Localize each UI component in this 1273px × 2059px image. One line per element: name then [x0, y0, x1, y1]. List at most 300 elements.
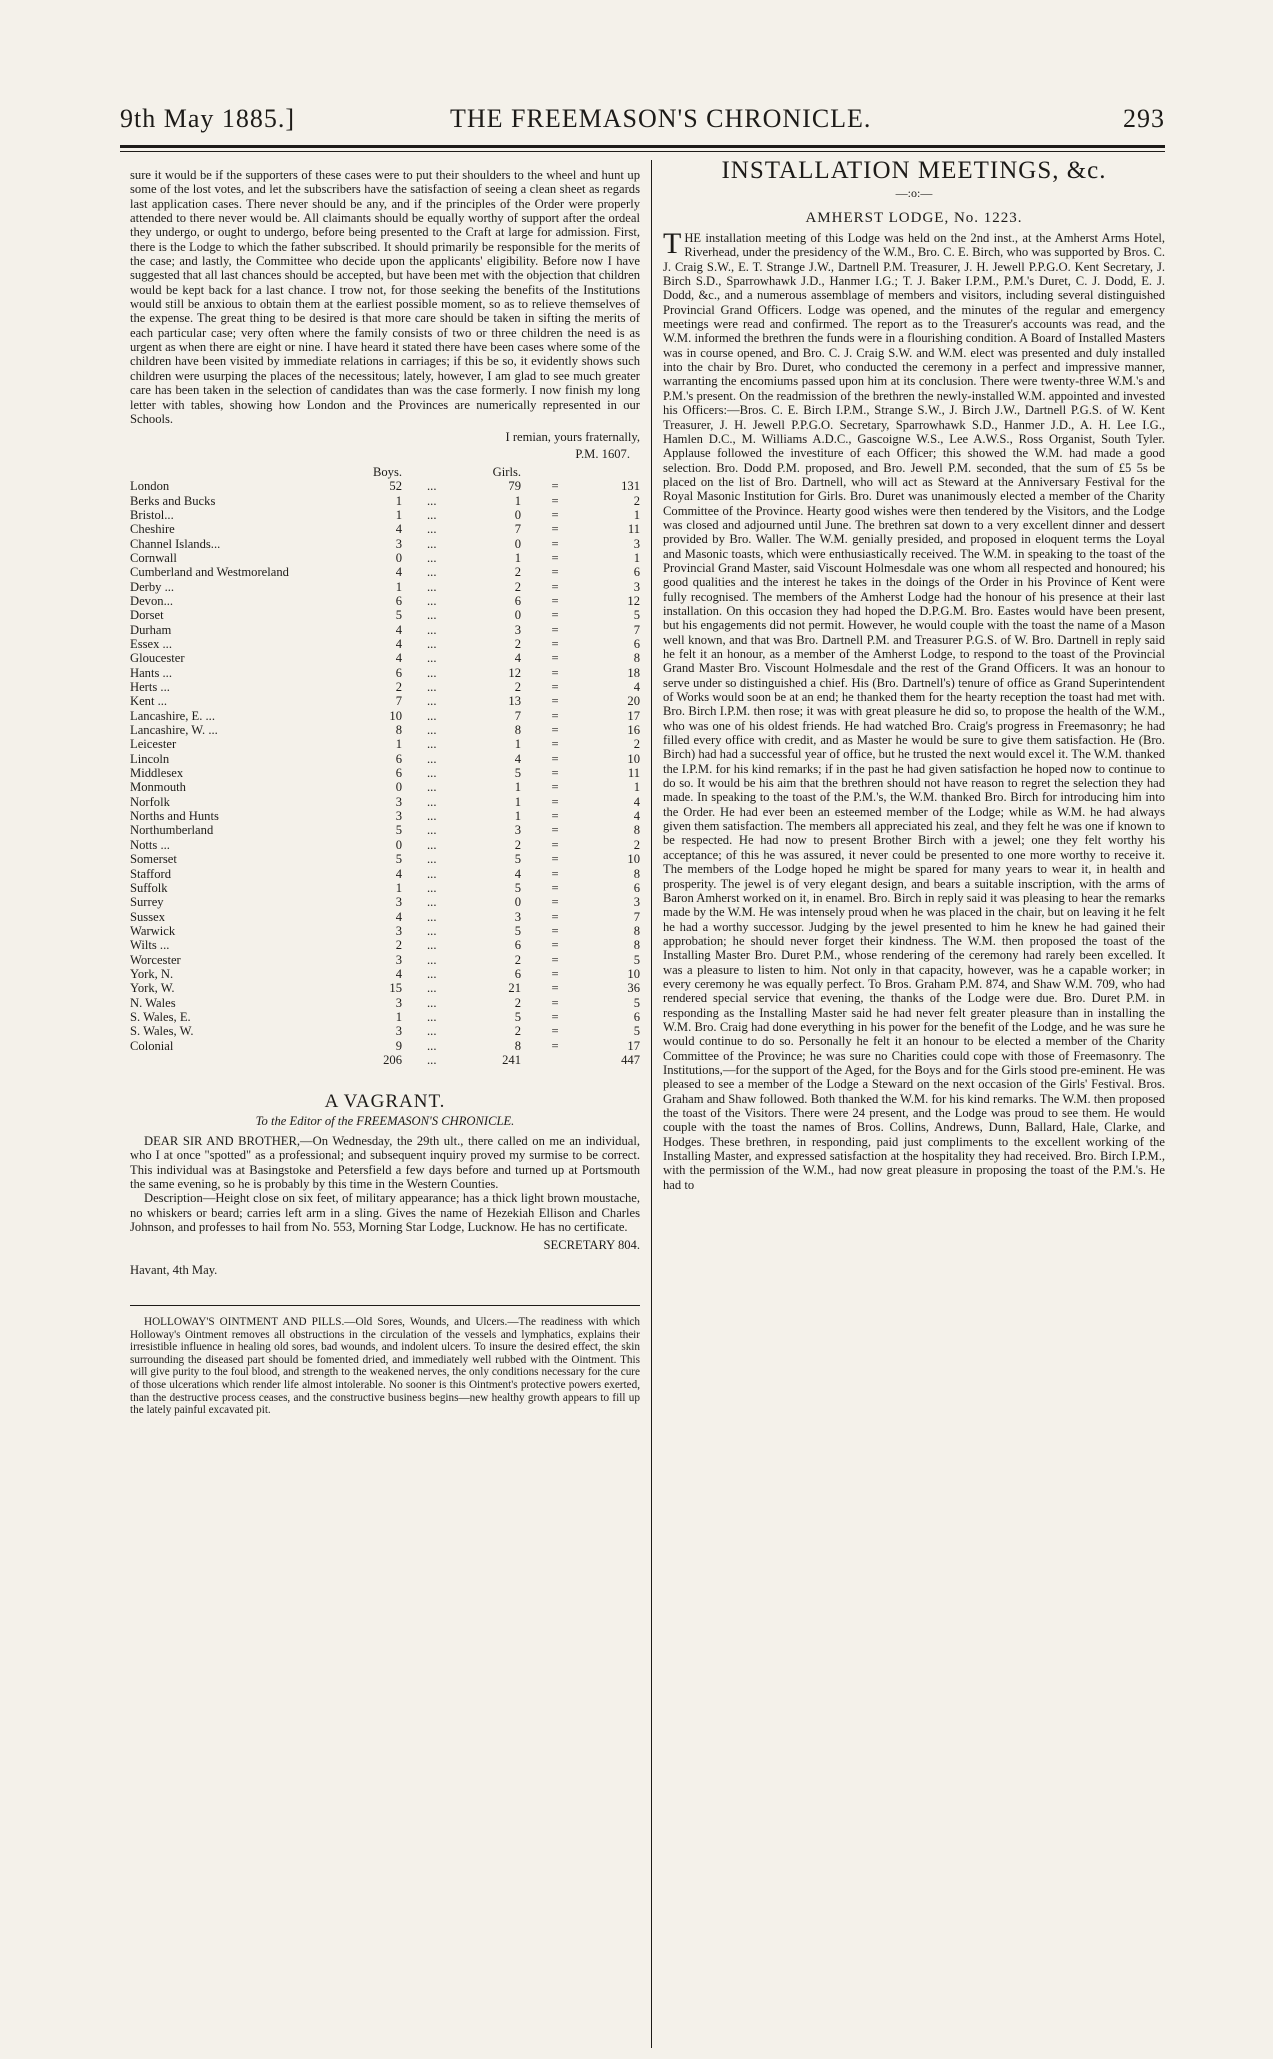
total-girls: 241: [502, 1052, 521, 1067]
row-total: 16: [627, 723, 640, 738]
table-row: [130, 881, 640, 895]
equals-sign: =: [551, 579, 559, 594]
row-total: 3: [633, 895, 640, 910]
girls-count: 2: [514, 637, 521, 651]
row-total: 4: [633, 809, 640, 824]
boys-count: 8: [395, 723, 402, 738]
table-row: [130, 494, 640, 508]
row-total: 131: [621, 479, 640, 494]
county-name: Herts ...: [130, 680, 170, 695]
county-name: Sussex: [130, 909, 165, 924]
separator-dots: ...: [427, 909, 437, 924]
table-row: [130, 537, 640, 551]
drop-cap: T: [663, 227, 682, 261]
girls-count: 8: [514, 723, 521, 738]
girls-count: 2: [514, 579, 521, 594]
county-name: Devon...: [130, 593, 174, 608]
county-name: Leicester: [130, 737, 177, 752]
boys-count: 1: [395, 507, 402, 522]
girls-count: 1: [514, 794, 521, 809]
boys-count: 3: [395, 1024, 402, 1039]
county-name: Northumberland: [130, 823, 214, 838]
page-number: 293: [1123, 104, 1165, 133]
table-row: [130, 967, 640, 981]
boys-count: 9: [395, 1038, 402, 1053]
equals-sign: =: [551, 1024, 559, 1039]
table-row: [130, 823, 640, 837]
equals-sign: =: [551, 766, 559, 781]
masthead: [120, 104, 1165, 144]
table-row: [130, 780, 640, 794]
equals-sign: =: [551, 651, 559, 666]
table-row: [130, 508, 640, 522]
girls-count: 1: [514, 493, 521, 508]
separator-dots: ...: [427, 952, 437, 967]
row-total: 5: [633, 995, 640, 1010]
row-total: 2: [633, 493, 640, 508]
boys-count: 2: [395, 680, 402, 695]
row-total: 11: [627, 766, 640, 781]
row-total: 8: [633, 923, 640, 938]
girls-count: 8: [514, 1038, 521, 1053]
right-column: [663, 157, 1165, 1192]
equals-sign: =: [551, 751, 559, 766]
separator-dots: ...: [427, 837, 437, 852]
vagrant-signature: SECRETARY 804.: [543, 1238, 640, 1253]
county-name: Cornwall: [130, 550, 177, 565]
girls-count: 6: [514, 966, 521, 981]
county-name: Lincoln: [130, 751, 170, 766]
girls-count: 1: [514, 737, 521, 752]
row-total: 10: [627, 751, 640, 766]
row-total: 5: [633, 608, 640, 623]
row-total: 8: [633, 866, 640, 881]
county-name: Somerset: [130, 852, 177, 867]
boys-count: 4: [395, 651, 402, 666]
row-total: 3: [633, 579, 640, 594]
separator-dots: ...: [427, 880, 437, 895]
row-total: 8: [633, 651, 640, 666]
equals-sign: =: [551, 507, 559, 522]
county-name: S. Wales, E.: [130, 1009, 191, 1024]
table-row: [130, 852, 640, 866]
installation-report: [663, 227, 1165, 1192]
county-name: Middlesex: [130, 766, 184, 781]
county-name: Gloucester: [130, 651, 185, 666]
table-row: [130, 623, 640, 637]
boys-count: 4: [395, 622, 402, 637]
separator-dots: ...: [427, 895, 437, 910]
table-row: [130, 795, 640, 809]
separator-dots: ...: [427, 966, 437, 981]
separator-dots: ...: [427, 608, 437, 623]
table-row: [130, 709, 640, 723]
equals-sign: =: [551, 622, 559, 637]
boys-count: 1: [395, 1009, 402, 1024]
separator-dots: ...: [427, 593, 437, 608]
separator-dots: ...: [427, 923, 437, 938]
vagrant-heading: A VAGRANT.: [324, 1091, 446, 1113]
schools-table: [130, 465, 640, 1067]
county-name: Notts ...: [130, 837, 170, 852]
equals-sign: =: [551, 866, 559, 881]
girls-count: 2: [514, 837, 521, 852]
equals-sign: =: [551, 1009, 559, 1024]
table-row: [130, 1024, 640, 1038]
equals-sign: =: [551, 593, 559, 608]
equals-sign: =: [551, 522, 559, 537]
row-total: 7: [633, 622, 640, 637]
grand-total: 447: [621, 1052, 640, 1067]
separator-dots: ...: [427, 522, 437, 537]
table-row: [130, 723, 640, 737]
table-row: [130, 867, 640, 881]
separator-dots: ...: [427, 665, 437, 680]
girls-count: 0: [514, 895, 521, 910]
equals-sign: =: [551, 665, 559, 680]
girls-count: 12: [508, 665, 521, 680]
boys-count: 0: [395, 550, 402, 565]
letter-closing: I remian, yours fraternally,: [505, 430, 640, 445]
boys-count: 0: [395, 837, 402, 852]
table-row: [130, 737, 640, 751]
county-name: Cumberland and Westmoreland: [130, 565, 289, 580]
table-row: [130, 594, 640, 608]
separator-dots: ...: [427, 938, 437, 953]
girls-count: 3: [514, 909, 521, 924]
county-name: York, N.: [130, 966, 174, 981]
row-total: 6: [633, 637, 640, 651]
table-row: [130, 1039, 640, 1053]
row-total: 7: [633, 909, 640, 924]
county-name: Cheshire: [130, 522, 175, 537]
masthead-rule-thick: [120, 145, 1165, 148]
equals-sign: =: [551, 938, 559, 953]
boys-count: 4: [395, 866, 402, 881]
header-boys: Boys.: [372, 464, 402, 479]
row-total: 2: [633, 837, 640, 852]
boys-count: 6: [395, 751, 402, 766]
county-name: Worcester: [130, 952, 181, 967]
table-row: [130, 910, 640, 924]
county-name: Norfolk: [130, 794, 170, 809]
equals-sign: =: [551, 565, 559, 580]
girls-count: 2: [514, 565, 521, 580]
separator-dots: ...: [427, 694, 437, 709]
separator-dots: ...: [427, 680, 437, 695]
separator-dots: ...: [427, 1009, 437, 1024]
separator-dots: ...: [427, 507, 437, 522]
county-name: Berks and Bucks: [130, 493, 216, 508]
boys-count: 52: [389, 479, 402, 494]
left-column: [130, 168, 640, 1417]
boys-count: 3: [395, 895, 402, 910]
county-name: Lancashire, W. ...: [130, 723, 218, 738]
girls-count: 13: [508, 694, 521, 709]
girls-count: 5: [514, 766, 521, 781]
row-total: 1: [633, 780, 640, 795]
boys-count: 3: [395, 809, 402, 824]
table-row: [130, 522, 640, 536]
boys-count: 5: [395, 852, 402, 867]
equals-sign: =: [551, 809, 559, 824]
row-total: 3: [633, 536, 640, 551]
county-name: London: [130, 479, 170, 494]
equals-sign: =: [551, 493, 559, 508]
separator-dots: ...: [427, 479, 437, 494]
equals-sign: =: [551, 823, 559, 838]
table-row: [130, 580, 640, 594]
county-name: Essex ...: [130, 637, 172, 651]
row-total: 6: [633, 565, 640, 580]
boys-count: 15: [389, 981, 402, 996]
separator-dots: ...: [427, 995, 437, 1010]
separator-dots: ...: [427, 579, 437, 594]
newspaper-title: THE FREEMASON'S CHRONICLE.: [450, 104, 872, 133]
separator-dots: ...: [427, 780, 437, 795]
girls-count: 79: [508, 479, 521, 494]
county-name: Stafford: [130, 866, 172, 881]
section-title: INSTALLATION MEETINGS, &c.: [721, 157, 1107, 184]
table-row: [130, 924, 640, 938]
equals-sign: =: [551, 1038, 559, 1053]
separator-dots: ...: [427, 852, 437, 867]
county-name: Warwick: [130, 923, 176, 938]
girls-count: 3: [514, 823, 521, 838]
row-total: 17: [627, 708, 640, 723]
table-row: [130, 565, 640, 579]
separator-dots: ...: [427, 751, 437, 766]
girls-count: 0: [514, 608, 521, 623]
table-row: [130, 637, 640, 651]
lodge-heading: AMHERST LODGE, No. 1223.: [805, 209, 1023, 226]
boys-count: 3: [395, 794, 402, 809]
table-row: [130, 996, 640, 1010]
county-name: Dorset: [130, 608, 164, 623]
girls-count: 0: [514, 536, 521, 551]
girls-count: 5: [514, 923, 521, 938]
row-total: 20: [627, 694, 640, 709]
row-total: 10: [627, 852, 640, 867]
boys-count: 3: [395, 995, 402, 1010]
separator-dots: ...: [427, 981, 437, 996]
county-name: Hants ...: [130, 665, 172, 680]
county-name: Durham: [130, 622, 172, 637]
boys-count: 6: [395, 593, 402, 608]
issue-date: 9th May 1885.]: [120, 104, 296, 133]
table-row: [130, 938, 640, 952]
row-total: 8: [633, 823, 640, 838]
equals-sign: =: [551, 550, 559, 565]
girls-count: 7: [514, 522, 521, 537]
county-name: S. Wales, W.: [130, 1024, 194, 1039]
girls-count: 1: [514, 550, 521, 565]
equals-sign: =: [551, 895, 559, 910]
equals-sign: =: [551, 952, 559, 967]
separator-dots: ...: [427, 866, 437, 881]
holloway-advert: [130, 1305, 640, 1417]
letter-continued: sure it would be if the supporters of these cases were to put their shoulders to the wheel and hunt up some of the lost votes, and let the subscribers have the satisfaction of seeing a clean sheet as regards last application cases. There never should be any, and if the principles of the Order were properly attended to there never would be. All claimants should be equally worthy of support after the ordeal they undergo, or ought to undergo, before being presented to the Craft at large for admission. First, there is the Lodge to which the father subscribed. It should primarily be responsible for the merits of the case; and lastly, the Committee who decide upon the applicants' eligibility. Before now I have suggested that all last chances should be accepted, but have been met with the objection that children would be kept back for a last chance. I trow not, for those seeking the benefits of the Institutions would still be anxious to obtain them at the earliest possible moment, so as to relieve themselves of the expense. The great thing to be desired is that more care should be taken in sifting the merits of each particular case; very often where the family consists of two or three children the need is as urgent as when there are eight or nine. I have heard it stated there have been cases where some of the children have been visited by immediate relations in carriages; if this be so, it evidently shows such children were usurping the places of the necessitous; lately, however, I am glad to see much greater care has been taken in the selection of candidates than was the case formerly. I now finish my long letter with tables, showing how London and the Provinces are numerically represented in our Schools.: [130, 168, 640, 426]
separator-dots: ...: [427, 493, 437, 508]
girls-count: 5: [514, 852, 521, 867]
row-total: 5: [633, 1024, 640, 1039]
equals-sign: =: [551, 694, 559, 709]
table-row: [130, 551, 640, 565]
boys-count: 10: [389, 708, 402, 723]
equals-sign: =: [551, 923, 559, 938]
equals-sign: =: [551, 479, 559, 494]
row-total: 4: [633, 794, 640, 809]
table-row: [130, 953, 640, 967]
total-boys: 206: [383, 1052, 402, 1067]
equals-sign: =: [551, 680, 559, 695]
letter-signature: P.M. 1607.: [575, 446, 630, 461]
table-row: [130, 766, 640, 780]
girls-count: 5: [514, 880, 521, 895]
boys-count: 0: [395, 780, 402, 795]
county-name: Wilts ...: [130, 938, 170, 953]
report-text: HE installation meeting of this Lodge was held on the 2nd inst., at the Amherst Arms Hotel, Riverhead, under the presidency of the W.M., Bro. C. E. Birch, who was supported by Bros. C. J. Craig S.W., E. T. Strange J.W., Dartnell P.M. Treasurer, J. H. Jewell P.P.G.O. Kent Secretary, J. Birch S.D., Sparrowhawk J.D., Hanmer I.G.; T. J. Baker I.P.M., P.M.'s Duret, C. J. Dodd, E. J. Dodd, &c., and a numerous assemblage of members and visitors, including several distinguished Provincial Grand Officers. Lodge was opened, and the minutes of the regular and emergency meetings were read and confirmed. The report as to the Treasurer's accounts was read, and the W.M. informed the brethren the funds were in a flourishing condition. A Board of Installed Masters was in course opened, and Bro. C. J. Craig S.W. and W.M. elect was presented and duly installed into the chair by Bro. Duret, who conducted the ceremony in a perfect and impressive manner, warranting the encomiums passed upon him at its conclusion. There were twenty-three W.M.'s and P.M.'s present. On the readmission of the brethren the newly-installed W.M. appointed and invested his Officers:—Bros. C. E. Birch I.P.M., Strange S.W., J. Birch J.W., Dartnell P.G.S. of W. Kent Treasurer, J. H. Jewell P.P.G.O. Secretary, Sparrowhawk S.D., Hanmer J.D., A. H. Lee I.G., Hamlen D.C., M. Williams A.D.C., Gascoigne W.S., Lee A.W.S., Ross Organist, South Tyler. Applause followed the investiture of each Officer; this showed the W.M. had made a good selection. Bro. Dodd P.M. proposed, and Bro. Jewell P.M. seconded, that the sum of £5 5s be placed on the list of Bro. Dartnell, who will act as Steward at the Anniversary Festival for the Royal Masonic Institution for Girls. Bro. Duret was unanimously elected a member of the Charity Committee of the Province. Hearty good wishes were then tendered by the Visitors, and the Lodge was closed and adjourned until June. The brethren sat down to a very excellent dinner and dessert provided by Bro. Waller. The W.M. genially presided, and proposed in eloquent terms the Loyal and Masonic toasts, which were enthusiastically received. The W.M. in speaking to the toast of the Provincial Grand Master, said Viscount Holmesdale was one whom all respected and honoured; his good qualities and the interest he takes in the doings of the Order in his Province of Kent were fully recognised. The members of the Amherst Lodge had the honour of his presence at their last installation. On this occasion they had hoped the D.P.G.M. Bro. Eastes would have been present, but his engagements did not permit. However, he would couple with the toast the name of a Mason well known, and that was Bro. Dartnell P.M. and Treasurer P.G.S. of W. Bro. Dartnell in reply said he felt it an honour, as a member of the Amherst Lodge, to respond to the toast of the Provincial Grand Master Bro. Viscount Holmesdale and the rest of the Grand Officers. It was an honour to serve under so distinguished a chief. His (Bro. Dartnell's) tenure of office as Grand Superintendent of Works would soon be at an end; he thanked them for the hearty reception the toast had met with. Bro. Birch I.P.M. then rose; it was with great pleasure he did so, to propose the health of the W.M., who was one of his oldest friends. He had watched Bro. Craig's progress in Freemasonry; he had filled every office with credit, and as Master he would be sure to give them satisfaction. He (Bro. Birch) had had a successful year of office, but he trusted the next would excel it. The W.M. thanked the I.P.M. for his kind remarks; if in the past he had given satisfaction he hoped now to continue to do so. It would be his aim that the brethren should not have reason to regret the selection they had made. In speaking to the toast of the P.M.'s, the W.M. thanked Bro. Birch for introducing him into the Order. He had ever been an esteemed member of the Lodge; while as W.M. he had always given them satisfaction. The members all appreciated his zeal, and they felt he was one if known to be respected. He had now to present Brother Birch with a jewel; one they felt worthy his acceptance; of this he was assured, it never could be presented to one more worthy to receive it. The members of the Lodge hoped he might be spared for many years to wear it, in health and prosperity. The jewel is of very elegant design, and bears a suitable inscription, with the arms of Baron Amherst worked on it, in enamel. Bro. Birch in reply said it was pleasing to hear the remarks made by the W.M. He was intensely proud when he was placed in the chair, but on leaving it he felt he had a worthy successor. Judging by the jewel presented to him he knew he had gained their approbation; he should never forget their kindness. The W.M. then proposed the toast of the Installing Master Bro. Duret P.M., whose rendering of the ceremony had rarely been excelled. It was a pleasure to listen to him. Not only in that capacity, however, was he a capable worker; in every ceremony he was equally perfect. To Bros. Graham P.M. 874, and Shaw W.M. 709, who had rendered special service that evening, the thanks of the Lodge were due. Bro. Duret P.M. in responding as the Installing Master said he had never felt greater pleasure than in installing the W.M. Bro. Craig had done everything in his power for the benefit of the Lodge, and he was sure he would continue to do so. Personally he felt it an honour to be elected a member of the Charity Committee of the Province; he was sure no Charities could cope with those of Freemasonry. The Institutions,—for the support of the Aged, for the Boys and for the Girls stood pre-eminent. He was pleased to see a member of the Lodge a Steward on the next occasion of the Girls' Festival. Bros. Graham and Shaw followed. Both thanked the W.M. for his kind remarks. The W.M. then proposed the toast of the Visitors. There were 24 present, and the Lodge was proud to see them. He would couple with the toast the names of Bros. Collins, Andrews, Dunn, Ballard, Hale, Clarke, and Hodges. These brethren, in responding, paid just compliments to the excellent working of the Installing Master, and expressed satisfaction at the hospitality they had received. Bro. Birch I.P.M., with the permission of the W.M., had now great pleasure in proposing the toast of the P.M.'s. He had to: [663, 231, 1165, 1192]
county-name: N. Wales: [130, 995, 176, 1010]
boys-count: 1: [395, 737, 402, 752]
separator-dots: ...: [427, 536, 437, 551]
girls-count: 2: [514, 680, 521, 695]
equals-sign: =: [551, 966, 559, 981]
table-row: [130, 895, 640, 909]
girls-count: 0: [514, 507, 521, 522]
row-total: 4: [633, 680, 640, 695]
equals-sign: =: [551, 909, 559, 924]
boys-count: 5: [395, 608, 402, 623]
table-row: [130, 666, 640, 680]
vagrant-paragraph-2: Description—Height close on six feet, of military appearance; has a thick light brown moustache, no whiskers or beard; carries left arm in a sling. Gives the name of Hezekiah Ellison and Charles Johnson, and professes to hail from No. 553, Morning Star Lodge, Lucknow. He has no certificate.: [130, 1191, 640, 1235]
table-row: [130, 752, 640, 766]
table-row: [130, 651, 640, 665]
girls-count: 4: [514, 866, 521, 881]
separator-dots: ...: [427, 1024, 437, 1039]
table-row: [130, 680, 640, 694]
equals-sign: =: [551, 794, 559, 809]
equals-sign: =: [551, 536, 559, 551]
girls-count: 3: [514, 622, 521, 637]
vagrant-place-date: Havant, 4th May.: [130, 1262, 218, 1277]
table-row: [130, 694, 640, 708]
equals-sign: =: [551, 837, 559, 852]
girls-count: 21: [508, 981, 521, 996]
equals-sign: =: [551, 995, 559, 1010]
separator-dots: ...: [427, 565, 437, 580]
separator-dots: ...: [427, 723, 437, 738]
advert-text: HOLLOWAY'S OINTMENT AND PILLS.—Old Sores, Wounds, and Ulcers.—The readiness with which Holloway's Ointment removes all obstructions in the circulation of the vessels and lymphatics, explains their irresistible influence in healing old sores, bad wounds, and indolent ulcers. To insure the desired effect, the skin surrounding the diseased part should be fomented dried, and immediately well rubbed with the Ointment. This will give purity to the foul blood, and strength to the weakened nerves, the only conditions necessary for the cure of those ulcerations which render life almost intolerable. No sooner is this Ointment's protective powers exerted, than the destructive process ceases, and the constructive business begins—new healthy growth appears to fill up the lately painful excavated pit.: [130, 1316, 640, 1417]
boys-count: 1: [395, 493, 402, 508]
table-header-row: [130, 465, 640, 479]
boys-count: 4: [395, 522, 402, 537]
boys-count: 7: [395, 694, 402, 709]
column-separator: [651, 160, 652, 2048]
header-girls: Girls.: [492, 464, 521, 479]
county-name: Monmouth: [130, 780, 186, 795]
separator-dots: ...: [427, 809, 437, 824]
row-total: 2: [633, 737, 640, 752]
row-total: 6: [633, 880, 640, 895]
county-name: Lancashire, E. ...: [130, 708, 215, 723]
row-total: 8: [633, 938, 640, 953]
equals-sign: =: [551, 780, 559, 795]
boys-count: 6: [395, 766, 402, 781]
table-row: [130, 981, 640, 995]
row-total: 1: [633, 507, 640, 522]
separator-dots: ...: [427, 737, 437, 752]
table-totals-row: 206 ... 241 447: [130, 1053, 640, 1067]
separator-dots: ...: [427, 794, 437, 809]
county-name: York, W.: [130, 981, 175, 996]
separator-dots: ...: [427, 766, 437, 781]
separator-dots: ...: [427, 708, 437, 723]
girls-count: 6: [514, 593, 521, 608]
vagrant-subheading: To the Editor of the FREEMASON'S CHRONICLE.: [255, 1113, 515, 1128]
county-name: Kent ...: [130, 694, 168, 709]
county-name: Colonial: [130, 1038, 174, 1053]
equals-sign: =: [551, 880, 559, 895]
girls-count: 2: [514, 1024, 521, 1039]
girls-count: 2: [514, 952, 521, 967]
equals-sign: =: [551, 723, 559, 738]
boys-count: 5: [395, 823, 402, 838]
separator-dots: ...: [427, 1038, 437, 1053]
row-total: 10: [627, 966, 640, 981]
girls-count: 6: [514, 938, 521, 953]
table-row: [130, 479, 640, 493]
county-name: Suffolk: [130, 880, 168, 895]
row-total: 36: [627, 981, 640, 996]
boys-count: 6: [395, 665, 402, 680]
county-name: Norths and Hunts: [130, 809, 219, 824]
boys-count: 4: [395, 637, 402, 651]
equals-sign: =: [551, 608, 559, 623]
equals-sign: =: [551, 708, 559, 723]
table-row: [130, 809, 640, 823]
row-total: 6: [633, 1009, 640, 1024]
masthead-rule-thin: [120, 151, 1165, 152]
separator-dots: ...: [427, 622, 437, 637]
table-row: [130, 838, 640, 852]
boys-count: 1: [395, 880, 402, 895]
separator-dots: ...: [427, 550, 437, 565]
equals-sign: =: [551, 852, 559, 867]
table-row: [130, 1010, 640, 1024]
county-name: Derby ...: [130, 579, 175, 594]
girls-count: 4: [514, 651, 521, 666]
equals-sign: =: [551, 981, 559, 996]
girls-count: 4: [514, 751, 521, 766]
separator-dots: ...: [427, 651, 437, 666]
county-name: Bristol...: [130, 507, 174, 522]
girls-count: 5: [514, 1009, 521, 1024]
boys-count: 4: [395, 565, 402, 580]
boys-count: 3: [395, 536, 402, 551]
separator-dots: ...: [427, 637, 437, 651]
row-total: 5: [633, 952, 640, 967]
vagrant-paragraph-1: DEAR SIR AND BROTHER,—On Wednesday, the 29th ult., there called on me an individual, who I at once "spotted" as a professional; and subsequent inquiry proved my surmise to be correct. This individual was at Basingstoke and Petersfield a few days before and turned up at Portsmouth the same evening, so he is probably by this time in the Western Counties.: [130, 1134, 640, 1192]
row-total: 17: [627, 1038, 640, 1053]
girls-count: 1: [514, 780, 521, 795]
separator-dots: ...: [427, 823, 437, 838]
boys-count: 3: [395, 952, 402, 967]
row-total: 1: [633, 550, 640, 565]
county-name: Channel Islands...: [130, 536, 221, 551]
row-total: 18: [627, 665, 640, 680]
table-row: [130, 608, 640, 622]
